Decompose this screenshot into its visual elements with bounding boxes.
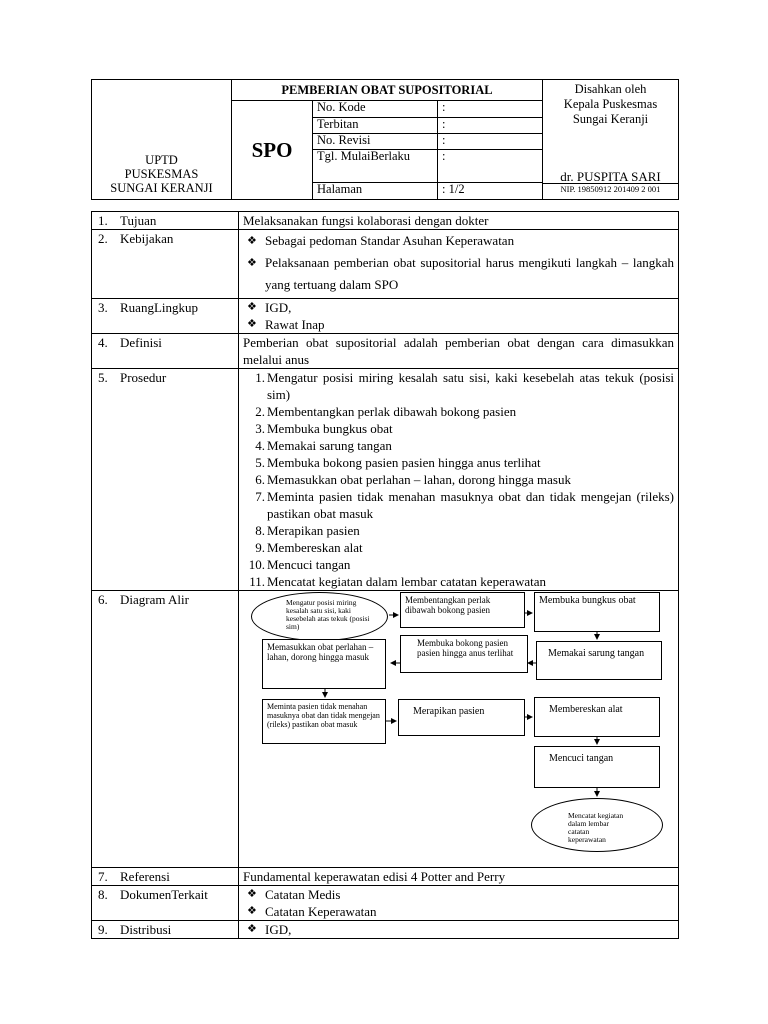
row-label xyxy=(92,334,239,369)
procedure-step: 1. Mengatur posisi miring kesalah satu sisi, kaki kesebelah atas tekuk (posisi sim) xyxy=(255,370,674,402)
row-label xyxy=(92,868,239,886)
organization-cell xyxy=(92,80,232,200)
row-label xyxy=(92,591,239,868)
meta-cell xyxy=(313,101,543,200)
org-line: SUNGAI KERANJI xyxy=(110,181,213,195)
row-label-text: Tujuan xyxy=(120,213,157,228)
flow-node-merapikan: Merapikan pasien xyxy=(398,699,525,736)
row-number: 7. xyxy=(98,869,108,884)
row-label-text: RuangLingkup xyxy=(120,300,198,315)
document-header xyxy=(91,79,679,200)
row-label xyxy=(92,212,239,230)
row-number: 8. xyxy=(98,887,108,902)
approval-line: Sungai Keranji xyxy=(572,112,649,126)
list-item: ❖ IGD, xyxy=(243,921,674,938)
list-item: ❖ Catatan Medis xyxy=(243,886,674,903)
meta-value: : xyxy=(438,117,543,133)
distribusi-content xyxy=(239,921,679,939)
procedure-step: 8. Merapikan pasien xyxy=(255,523,360,538)
row-number: 2. xyxy=(98,231,108,246)
list-item: ❖ Sebagai pedoman Standar Asuhan Keperawatan xyxy=(243,230,674,252)
procedure-step: 3. Membuka bungkus obat xyxy=(255,421,393,436)
row-number: 6. xyxy=(98,592,108,607)
row-label-text: Diagram Alir xyxy=(120,592,189,607)
row-number: 1. xyxy=(98,213,108,228)
row-label-text: Prosedur xyxy=(120,370,167,385)
flow-node-bokong: Membuka bokong pasien pasien hingga anus terlihat xyxy=(400,635,528,673)
procedure-step: 10. Mencuci tangan xyxy=(248,557,351,572)
row-kebijakan xyxy=(92,230,679,299)
document-title: PEMBERIAN OBAT SUPOSITORIAL xyxy=(232,80,543,101)
row-label xyxy=(92,921,239,939)
document-type: SPO xyxy=(232,101,313,200)
meta-value: : xyxy=(438,134,543,150)
meta-value: : xyxy=(438,150,543,183)
org-line: UPTD xyxy=(145,153,178,167)
row-number: 5. xyxy=(98,370,108,385)
row-number: 4. xyxy=(98,335,108,350)
flow-node-meminta: Meminta pasien tidak menahan masuknya obat dan tidak mengejan (rileks) pastikan obat masuk xyxy=(262,699,386,744)
procedure-step: 4. Memakai sarung tangan xyxy=(255,438,392,453)
row-ruang-lingkup xyxy=(92,299,679,334)
row-number: 3. xyxy=(98,300,108,315)
approver-name: dr. PUSPITA SARI xyxy=(560,169,661,184)
row-label xyxy=(92,299,239,334)
row-label-text: Distribusi xyxy=(120,922,172,937)
approval-cell xyxy=(543,80,679,200)
flow-node-perlak: Membentangkan perlak dibawah bokong pasien xyxy=(400,592,525,628)
meta-value: : xyxy=(438,101,543,117)
flow-node-memasukkan: Memasukkan obat perlahan – lahan, dorong hingga masuk xyxy=(262,639,386,689)
prosedur-content xyxy=(239,369,679,591)
row-label-text: Kebijakan xyxy=(120,231,174,246)
procedure-step: 9. Membereskan alat xyxy=(255,540,363,555)
approval-line: Disahkan oleh xyxy=(574,82,647,96)
referensi-text: Fundamental keperawatan edisi 4 Potter and Perry xyxy=(239,868,679,886)
procedure-step: 2. Membentangkan perlak dibawah bokong pasien xyxy=(255,404,517,419)
row-label xyxy=(92,369,239,591)
meta-label: Tgl. MulaiBerlaku xyxy=(313,150,438,183)
row-definisi xyxy=(92,334,679,369)
ruang-content xyxy=(239,299,679,334)
row-referensi xyxy=(92,868,679,886)
meta-value: : 1/2 xyxy=(438,183,543,199)
flow-start-node: Mengatur posisi miring kesalah satu sisi, kaki kesebelah atas tekuk (posisi sim) xyxy=(251,592,388,641)
list-item: ❖ IGD, xyxy=(243,299,674,316)
flow-node-bungkus: Membuka bungkus obat xyxy=(534,592,660,632)
flowchart-cell xyxy=(239,591,679,868)
procedure-step: 6. Memasukkan obat perlahan – lahan, dorong hingga masuk xyxy=(255,472,571,487)
meta-label: Terbitan xyxy=(313,117,438,133)
flow-node-mencuci: Mencuci tangan xyxy=(534,746,660,788)
row-label-text: Definisi xyxy=(120,335,162,350)
kebijakan-content xyxy=(239,230,679,299)
org-line: PUSKESMAS xyxy=(124,167,199,181)
procedure-step: 7. Meminta pasien tidak menahan masuknya obat dan tidak mengejan (rileks) pastikan obat masuk xyxy=(255,489,674,521)
flow-node-sarung: Memakai sarung tangan xyxy=(536,641,662,680)
row-label xyxy=(92,886,239,921)
tujuan-text: Melaksanakan fungsi kolaborasi dengan dokter xyxy=(239,212,679,230)
meta-label: No. Kode xyxy=(313,101,438,117)
meta-table xyxy=(313,101,542,199)
list-item: ❖ Pelaksanaan pemberian obat supositorial harus mengikuti langkah – langkah yang tertuang dalam SPO xyxy=(243,252,674,296)
row-tujuan xyxy=(92,212,679,230)
row-diagram xyxy=(92,591,679,868)
flow-node-membereskan: Membereskan alat xyxy=(534,697,660,737)
flow-end-node: Mencatat kegiatan dalam lembar catatan keperawatan xyxy=(531,798,663,852)
list-item: ❖ Rawat Inap xyxy=(243,316,674,333)
meta-label: No. Revisi xyxy=(313,134,438,150)
dokumen-content xyxy=(239,886,679,921)
procedure-table xyxy=(91,211,679,939)
row-prosedur xyxy=(92,369,679,591)
flowchart xyxy=(239,591,678,867)
procedure-step: 5. Membuka bokong pasien pasien hingga anus terlihat xyxy=(255,455,541,470)
list-item: ❖ Catatan Keperawatan xyxy=(243,903,674,920)
row-number: 9. xyxy=(98,922,108,937)
row-dokumen xyxy=(92,886,679,921)
definisi-text: Pemberian obat supositorial adalah pemberian obat dengan cara dimasukkan melalui anus xyxy=(239,334,679,369)
row-label-text: Referensi xyxy=(120,869,170,884)
approval-line: Kepala Puskesmas xyxy=(563,97,658,111)
approver-nip: NIP. 19850912 201409 2 001 xyxy=(543,183,678,194)
row-label-text: DokumenTerkait xyxy=(120,887,208,902)
row-distribusi xyxy=(92,921,679,939)
procedure-step: 11. Mencatat kegiatan dalam lembar catatan keperawatan xyxy=(249,574,546,589)
row-label xyxy=(92,230,239,299)
meta-label: Halaman xyxy=(313,183,438,199)
